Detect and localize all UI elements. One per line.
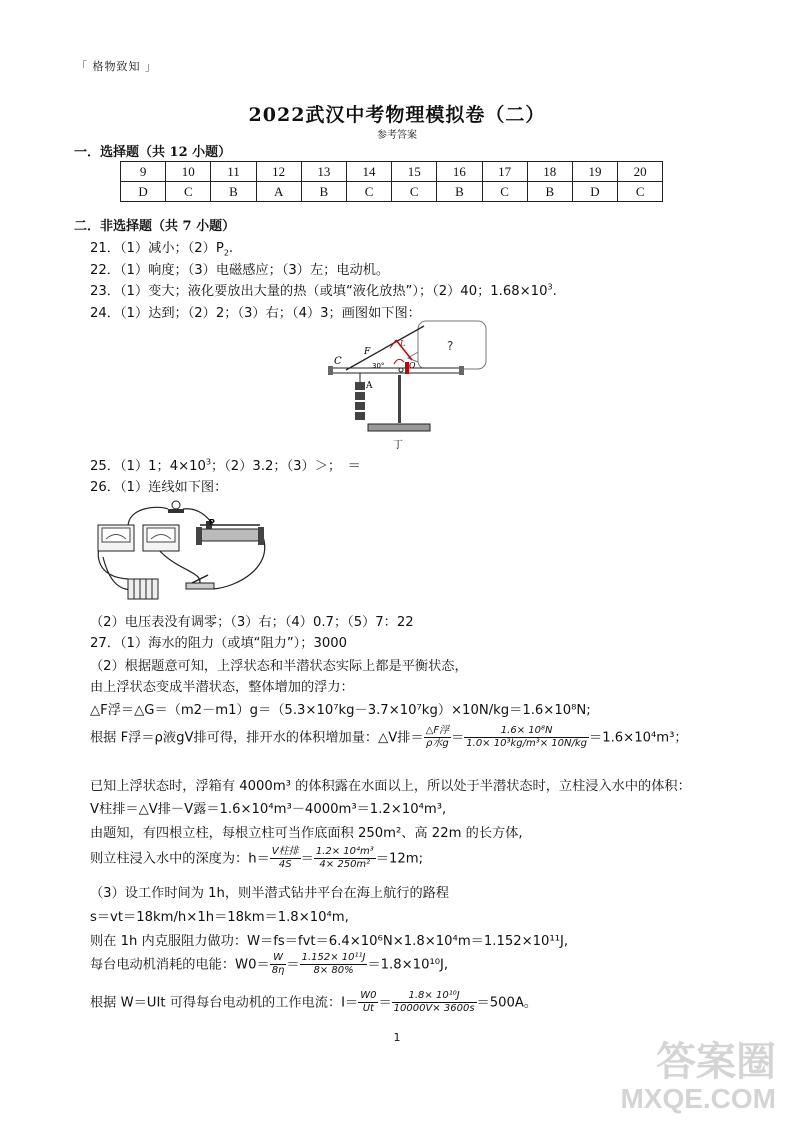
answer-q27-current: 根据 W＝UIt 可得每台电动机的工作电流：I＝ $\frac{W0}{Ut}$ ＝ $\frac{\text{1.8× 10¹⁰J}}{10000V\times 3600s}$ ＝500A。 <box>90 990 538 1014</box>
page-title: 2022武汉中考物理模拟卷（二） <box>248 104 546 126</box>
answer-q26-rest: （2）电压表没有调零；（3）右；（4）0.7；（5）7：22 <box>90 615 414 630</box>
page-subtitle: 参考答案 <box>377 130 417 141</box>
fraction: $\frac{\text{1.152× 10¹¹J}}{8\times 80\%}$ <box>301 952 366 976</box>
table-cell: D <box>572 182 617 202</box>
answer-table <box>120 161 663 202</box>
table-cell: 14 <box>346 162 391 182</box>
answer-q27-line: V柱排＝△V排－V露＝1.6×10⁴m³－4000m³＝1.2×10⁴m³, <box>90 802 447 817</box>
answer-q23: 23．（1）变大；液化要放出大量的热（或填“液化放热”）；（2）40；$1.68\times 10^3$. <box>90 282 557 299</box>
answer-q27-part1: 27．（1）海水的阻力（或填“阻力”）；3000 <box>90 636 348 651</box>
answer-q27-part2-intro: （2）根据题意可知，上浮状态和半潜状态实际上都是平衡状态， <box>90 659 468 674</box>
table-cell: C <box>166 182 211 202</box>
table-cell: C <box>346 182 391 202</box>
answer-q22: 22．（1）响度；（3）电磁感应；（3）左；电动机。 <box>90 263 390 278</box>
label-l: L <box>400 339 406 348</box>
table-cell: 16 <box>437 162 482 182</box>
table-cell: 19 <box>572 162 617 182</box>
fraction: $\frac{\text{1.6× 10⁸N}}{\text{1.0× 10³kg/m³× 10N/kg}}$ <box>466 725 588 749</box>
circuit-figure <box>88 497 274 607</box>
answer-table-answers-row <box>121 182 663 202</box>
table-cell: B <box>527 182 572 202</box>
label-c: C <box>334 356 342 367</box>
fraction: $\frac{\text{V柱排}}{4S}$ <box>271 846 299 870</box>
table-cell: D <box>121 182 166 202</box>
table-cell: B <box>437 182 482 202</box>
table-cell: 13 <box>301 162 346 182</box>
answer-q21: 21．（1）减小；$(2)P_2$. <box>90 241 234 258</box>
table-cell: C <box>618 182 663 202</box>
table-cell: B <box>211 182 256 202</box>
fraction: $\frac{W}{8\eta}$ <box>271 952 285 976</box>
section2-heading: 二．非选择题（共 7 小题） <box>74 219 236 234</box>
table-cell: 10 <box>166 162 211 182</box>
fraction: $\frac{\text{△F浮}}{\text{ρ水g}}$ <box>425 725 450 749</box>
fraction: $\frac{\text{1.2× 10⁴m³}}{\text{4× 250m²}}$ <box>315 846 374 870</box>
answer-q27-line: 已知上浮状态时，浮箱有 4000m³ 的体积露在水面以上，所以处于半潜状态时，立柱浸入水中的体积： <box>90 779 691 794</box>
fraction: $\frac{W0}{Ut}$ <box>360 990 377 1014</box>
answer-q27-energy: 每台电动机消耗的电能：W0＝ $\frac{W}{8\eta}$ ＝ $\frac{\text{1.152× 10¹¹J}}{8\times 80\%}$ ＝1.8×10¹⁰J, <box>90 952 449 976</box>
fraction: $\frac{\text{1.8× 10¹⁰J}}{10000V\times 3600s}$ <box>393 990 475 1014</box>
page-number: 1 <box>393 1031 401 1044</box>
answer-table-numbers-row <box>121 162 663 182</box>
figure-caption: 丁 <box>393 440 403 451</box>
label-p: P <box>209 518 215 527</box>
watermark-logo-text: 答案圈 <box>656 1039 776 1085</box>
answer-q27-buoyancy: △F浮＝△G＝（m2－m1）g＝（5.3×10⁷kg－3.7×10⁷kg）×10N/kg＝1.6×10⁸N; <box>90 703 591 718</box>
table-cell: 12 <box>256 162 301 182</box>
watermark <box>576 1040 776 1116</box>
answer-q27-line: 由上浮状态变成半潜状态，整体增加的浮力： <box>90 680 354 695</box>
label-a: A <box>366 381 373 391</box>
table-cell: 17 <box>482 162 527 182</box>
table-cell: C <box>392 182 437 202</box>
answer-q26: 26．（1）连线如下图： <box>90 480 228 495</box>
answer-q27-part3-intro: （3）设工作时间为 1h，则半潜式钻井平台在海上航行的路程 <box>90 886 450 901</box>
answer-q27-line: 由题知，有四根立柱，每根立柱可当作底面积 250m²、高 22m 的长方体, <box>90 826 523 841</box>
watermark-site: MXQE.COM <box>620 1083 776 1114</box>
section1-heading: 一．选择题（共 12 小题） <box>74 145 232 160</box>
label-o: O <box>409 361 416 370</box>
table-cell: 18 <box>527 162 572 182</box>
answer-q27-volume: 根据 F浮＝ρ液gV排可得，排开水的体积增加量：△V排＝ $\frac{\text{△F浮}}{\text{ρ水g}}$ ＝ $\frac{\text{1.6× 10⁸N}}{\text{1.0× 10³kg/m³× 10N/kg}}$ ＝1.6×10⁴m³； <box>90 725 688 749</box>
answer-q27-line: 则在 1h 内克服阻力做功：W＝fs＝fvt＝6.4×10⁶N×1.8×10⁴m＝1.152×10¹¹J, <box>90 934 569 949</box>
table-cell: 15 <box>392 162 437 182</box>
table-cell: C <box>482 182 527 202</box>
table-cell: 20 <box>618 162 663 182</box>
answer-q25: 25．（1）1；$4\times 10^3$；（2）3.2；（3）＞； ＝ <box>90 457 361 474</box>
brand-header: 「 格物致知 」 <box>76 60 157 73</box>
bubble-question: ? <box>447 339 454 353</box>
table-cell: 9 <box>121 162 166 182</box>
answer-q27-depth: 则立柱浸入水中的深度为：h＝ $\frac{\text{V柱排}}{4S}$ ＝ $\frac{\text{1.2× 10⁴m³}}{\text{4× 250m²}}$ ＝12m; <box>90 846 424 870</box>
table-cell: 11 <box>211 162 256 182</box>
table-cell: B <box>301 182 346 202</box>
answer-q27-line: s＝vt＝18km/h×1h＝18km＝1.8×10⁴m, <box>90 910 349 925</box>
lever-figure <box>326 318 496 452</box>
table-cell: A <box>256 182 301 202</box>
label-f: F <box>364 347 371 357</box>
answer-q24: 24．（1）达到；（2）2；（3）右；（4）3；画图如下图： <box>90 306 421 321</box>
label-angle: 30° <box>372 362 385 370</box>
